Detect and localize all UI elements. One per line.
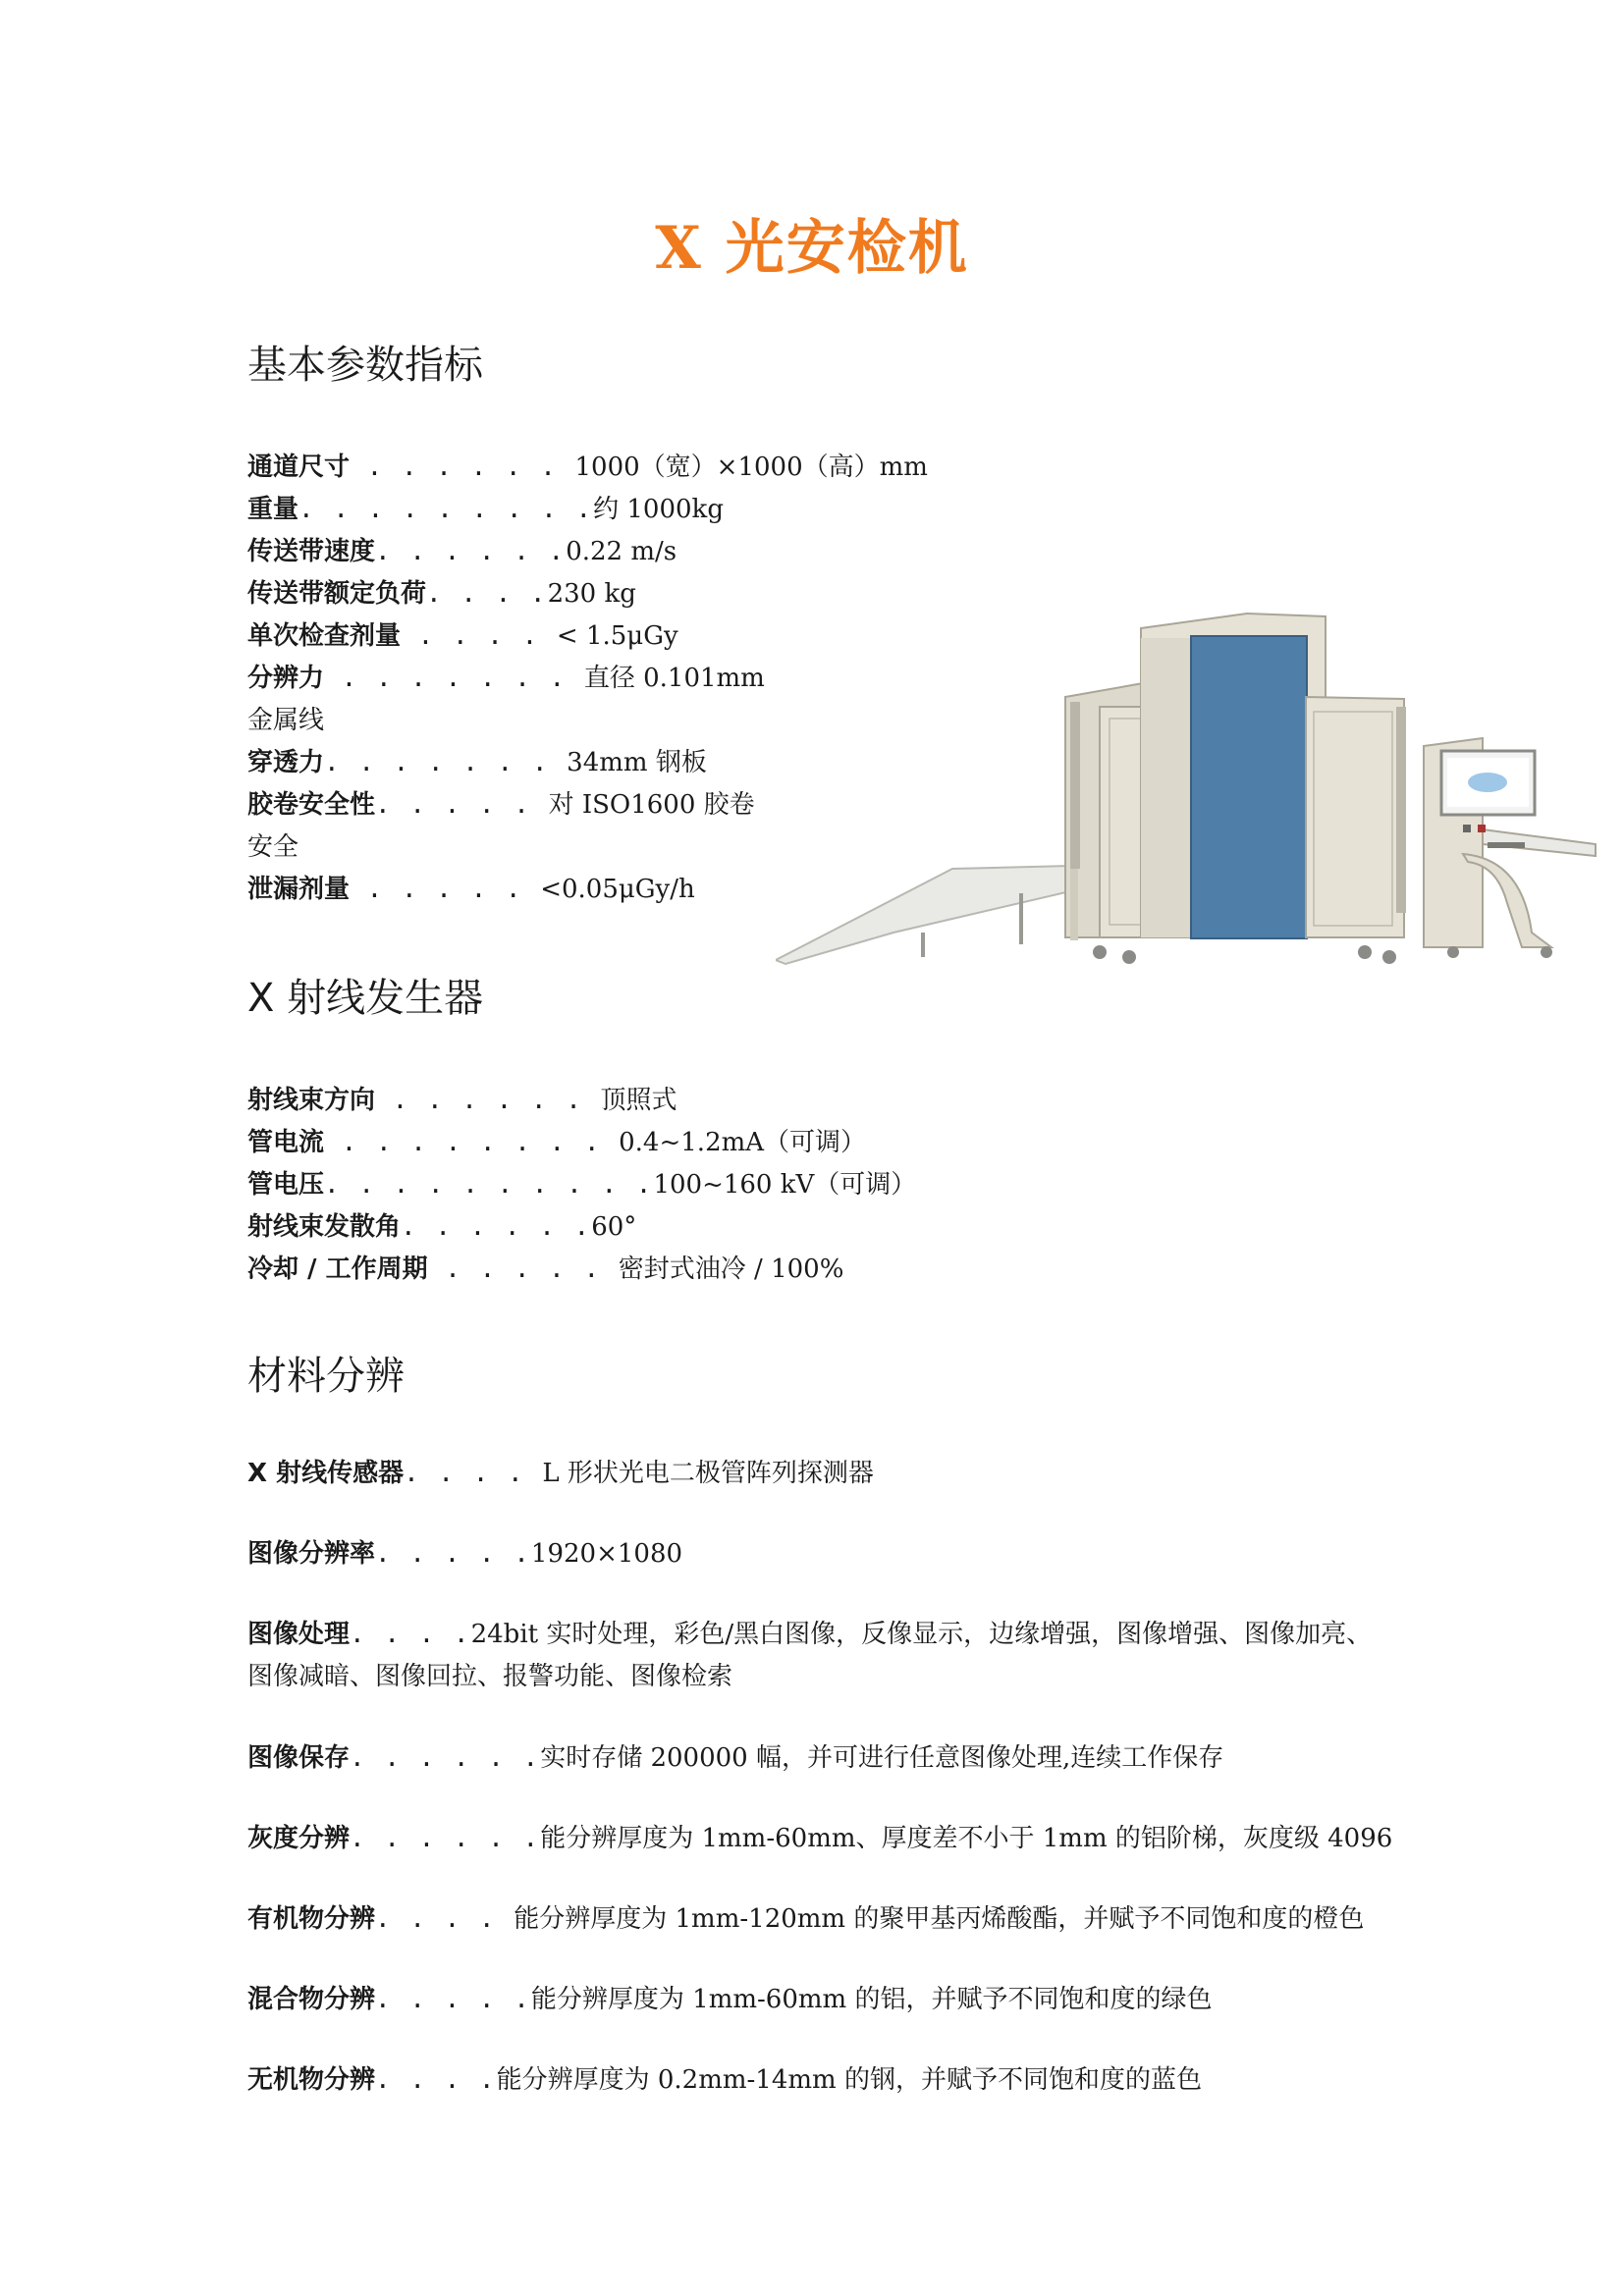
spec-dots: . . . . . . . . . . — [324, 1170, 654, 1200]
spec-value: 顶照式 — [600, 1086, 677, 1115]
section-heading-material: 材料分辨 — [247, 1354, 405, 1399]
spec-label: 图像保存 — [247, 1743, 351, 1773]
spec-dots: . . . . . . — [350, 1824, 541, 1853]
spec-label: 分辨力 — [247, 664, 325, 693]
spec-row-belt-load — [247, 573, 636, 615]
page-title: X 光安检机 — [655, 214, 969, 283]
spec-row-image-resolution — [247, 1533, 682, 1575]
spec-row-image-processing — [247, 1614, 1372, 1656]
spec-value: 34mm 钢板 — [567, 748, 707, 777]
spec-value: 能分辨厚度为 0.2mm-14mm 的钢，并赋予不同饱和度的蓝色 — [496, 2065, 1202, 2095]
spec-continuation: 图像减暗、图像回拉、报警功能、图像检索 — [247, 1662, 733, 1691]
spec-dots: . . . . — [426, 579, 548, 609]
spec-continuation: 安全 — [247, 832, 299, 862]
spec-value: 能分辨厚度为 1mm-60mm 的铝，并赋予不同饱和度的绿色 — [530, 1985, 1213, 2014]
spec-label: 管电压 — [247, 1170, 325, 1200]
spec-dots: . . . . — [404, 1459, 543, 1488]
spec-label: 重量 — [247, 495, 299, 524]
spec-row-tube-current — [247, 1122, 866, 1164]
spec-continuation: 金属线 — [247, 706, 325, 735]
spec-value: L 形状光电二极管阵列探测器 — [542, 1459, 874, 1488]
spec-row-resolution — [247, 658, 765, 700]
spec-dots: . . . . . . — [350, 453, 575, 482]
spec-label: 有机物分辨 — [247, 1904, 376, 1934]
spec-row-tube-voltage — [247, 1164, 916, 1206]
spec-row-sensor — [247, 1453, 874, 1495]
spec-dots: . . . . . — [375, 790, 549, 820]
spec-value: 能分辨厚度为 1mm-120mm 的聚甲基丙烯酸酯，并赋予不同饱和度的橙色 — [514, 1904, 1365, 1934]
spec-dots: . . . . . — [375, 1985, 531, 2014]
spec-row-cooling — [247, 1249, 843, 1291]
spec-label: 胶卷安全性 — [247, 790, 376, 820]
spec-value: 密封式油冷 / 100% — [618, 1255, 844, 1284]
spec-dots: . . . . . . — [375, 537, 567, 566]
spec-row-leakage — [247, 869, 695, 911]
spec-value: 1000（宽）×1000（高）mm — [574, 453, 928, 482]
spec-dots: . . . . . — [375, 1539, 531, 1569]
spec-dots: . . . . . . . . . — [298, 495, 594, 524]
spec-dots: . . . . . — [350, 875, 541, 904]
spec-label: 单次检查剂量 — [247, 621, 402, 651]
spec-dots: . . . . — [350, 1620, 471, 1649]
spec-dots: . . . . . . — [401, 1212, 592, 1242]
spec-label: 混合物分辨 — [247, 1985, 376, 2014]
section-heading-xray: X 射线发生器 — [247, 976, 484, 1021]
spec-label: 射线束发散角 — [247, 1212, 402, 1242]
spec-dots: . . . . . . — [375, 1086, 601, 1115]
spec-dots: . . . . . . . . — [324, 1128, 620, 1157]
spec-row-weight — [247, 489, 724, 531]
spec-value: 0.22 m/s — [566, 537, 677, 566]
spec-label: 通道尺寸 — [247, 453, 351, 482]
spec-dots: . . . . — [401, 621, 557, 651]
spec-row-image-storage — [247, 1737, 1223, 1780]
spec-row-inorganic — [247, 2059, 1202, 2102]
spec-label: 冷却 / 工作周期 — [247, 1255, 428, 1284]
spec-value: 1920×1080 — [530, 1539, 683, 1569]
spec-label: 射线束方向 — [247, 1086, 376, 1115]
spec-dots: . . . . . — [427, 1255, 619, 1284]
spec-value: <0.05μGy/h — [540, 875, 695, 904]
xray-machine-image — [776, 609, 1600, 982]
spec-label: 灰度分辨 — [247, 1824, 351, 1853]
spec-value: 实时存储 200000 幅，并可进行任意图像处理,连续工作保存 — [540, 1743, 1224, 1773]
spec-value: 能分辨厚度为 1mm-60mm、厚度差不小于 1mm 的铝阶梯，灰度级 4096 — [540, 1824, 1393, 1853]
spec-row-penetration — [247, 742, 707, 784]
spec-value: < 1.5μGy — [556, 621, 678, 651]
spec-value: 约 1000kg — [593, 495, 724, 524]
spec-dots: . . . . . . . — [324, 748, 568, 777]
spec-label: X 射线传感器 — [247, 1459, 405, 1488]
spec-value: 100~160 kV（可调） — [653, 1170, 917, 1200]
spec-value: 60° — [591, 1212, 637, 1242]
spec-label: 穿透力 — [247, 748, 325, 777]
spec-row-belt-speed — [247, 531, 677, 573]
spec-value: 230 kg — [547, 579, 636, 609]
spec-row-dose — [247, 615, 678, 658]
spec-dots: . . . . — [375, 1904, 514, 1934]
spec-dots: . . . . . . . — [324, 664, 584, 693]
spec-row-mixture — [247, 1979, 1212, 2021]
spec-label: 无机物分辨 — [247, 2065, 376, 2095]
spec-label: 管电流 — [247, 1128, 325, 1157]
spec-label: 图像处理 — [247, 1620, 351, 1649]
spec-label: 传送带额定负荷 — [247, 579, 427, 609]
spec-row-grayscale — [247, 1818, 1392, 1860]
spec-label: 泄漏剂量 — [247, 875, 351, 904]
spec-row-channel-size — [247, 447, 928, 489]
spec-dots: . . . . . . — [350, 1743, 541, 1773]
blue-panel — [1191, 636, 1307, 938]
spec-row-organic — [247, 1898, 1364, 1941]
spec-dots: . . . . — [375, 2065, 497, 2095]
spec-value: 24bit 实时处理，彩色/黑白图像，反像显示，边缘增强，图像增强、图像加亮、 — [470, 1620, 1373, 1649]
section-heading-basic: 基本参数指标 — [247, 343, 483, 388]
spec-row-beam-direction — [247, 1080, 677, 1122]
spec-label: 图像分辨率 — [247, 1539, 376, 1569]
spec-value: 直径 0.101mm — [583, 664, 765, 693]
spec-row-beam-angle — [247, 1206, 636, 1249]
spec-value: 0.4~1.2mA（可调） — [619, 1128, 867, 1157]
spec-value: 对 ISO1600 胶卷 — [548, 790, 755, 820]
spec-label: 传送带速度 — [247, 537, 376, 566]
spec-row-film-safety — [247, 784, 755, 827]
